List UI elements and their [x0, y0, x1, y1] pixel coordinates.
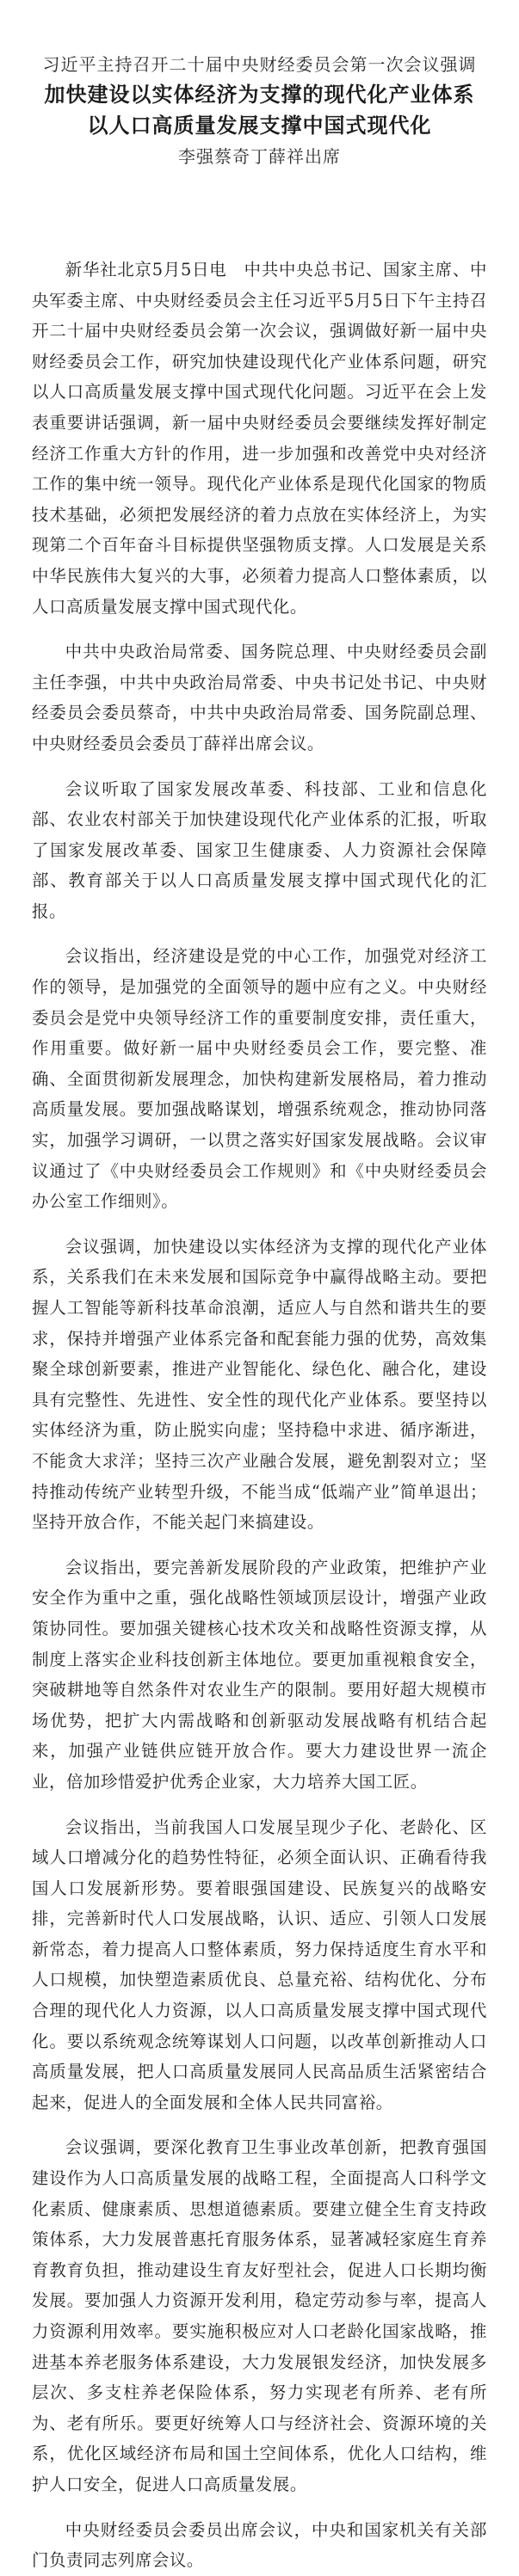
headline-line-1: 加快建设以实体经济为支撑的现代化产业体系	[44, 83, 475, 107]
article-body	[32, 255, 487, 2576]
paragraph-committee-work: 会议指出，经济建设是党的中心工作，加强党对经济工作的领导，是加强党的全面领导的题中应有之义。中央财经委员会是党中央领导经济工作的重要制度安排，责任重大，作用重要。做好新一届中央财经委员会工作，要完整、准确、全面贯彻新发展理念，加快构建新发展格局，着力推动高质量发展。要加强战略谋划，增强系统观念，推动协同落实，加强学习调研，一以贯之落实好国家发展战略。会议审议通过了《中央财经委员会工作规则》和《中央财经委员会办公室工作细则》。	[32, 946, 487, 1212]
paragraph-dateline: 新华社北京5月5日电 中共中央总书记、国家主席、中央军委主席、中央财经委员会主任习近平5月5日下午主持召开二十届中央财经委员会第一次会议，强调做好新一届中央财经委员会工作，研究加快建设现代化产业体系问题，研究以人口高质量发展支撑中国式现代化问题。习近平在会上发表重要讲话强调，新一届中央财经委员会要继续发挥好制定经济工作重大方针的作用，进一步加强和改善党中央对经济工作的集中统一领导。现代化产业体系是现代化国家的物质技术基础，必须把发展经济的着力点放在实体经济上，为实现第二个百年奋斗目标提供坚强物质支撑。人口发展是关系中华民族伟大复兴的大事，必须着力提高人口整体素质，以人口高质量发展支撑中国式现代化。	[32, 260, 487, 617]
paragraph-industrial-policy: 会议指出，要完善新发展阶段的产业政策，把维护产业安全作为重中之重，强化战略性领域顶层设计，增强产业政策协同性。要加强关键核心技术攻关和战略性资源支撑，从制度上落实企业科技创新主体地位。要更加重视粮食安全，突破耕地等自然条件对农业生产的限制。要用好超大规模市场优势，把扩大内需战略和创新驱动发展战略有机结合起来，加强产业链供应链开放合作。要大力建设世界一流企业，倍加珍惜爱护优秀企业家，大力培养大国工匠。	[32, 1557, 487, 1792]
paragraph-attendees: 中共中央政治局常委、国务院总理、中央财经委员会副主任李强，中共中央政治局常委、中央书记处书记、中央财经委员会委员蔡奇，中共中央政治局常委、国务院副总理、中央财经委员会委员丁薛祥出席会议。	[32, 642, 487, 753]
kicker-title: 习近平主持召开二十届中央财经委员会第一次会议强调	[42, 54, 477, 75]
paragraph-population-measures: 会议强调，要深化教育卫生事业改革创新，把教育强国建设作为人口高质量发展的战略工程，全面提高人口科学文化素质、健康素质、思想道德素质。要建立健全生育支持政策体系，大力发展普惠托育服务体系，显著减轻家庭生育养育教育负担，推动建设生育友好型社会，促进人口长期均衡发展。要加强人力资源开发利用，稳定劳动参与率，提高人力资源利用效率。要实施积极应对人口老龄化国家战略，推进基本养老服务体系建设，大力发展银发经济，加快发展多层次、多支柱养老保险体系，努力实现老有所养、老有所为、老有所乐。要更好统筹人口与经济社会、资源环境的关系，优化区域经济布局和国土空间体系，优化人口结构，维护人口安全，促进人口高质量发展。	[32, 2137, 487, 2494]
article-header	[32, 50, 487, 172]
paragraph-population-trend: 会议指出，当前我国人口发展呈现少子化、老龄化、区域人口增减分化的趋势性特征，必须全面认识、正确看待我国人口发展新形势。要着眼强国建设、民族复兴的战略安排，完善新时代人口发展战略，认识、适应、引领人口发展新常态，着力提高人口整体素质，努力保持适度生育水平和人口规模，加快塑造素质优良、总量充裕、结构优化、分布合理的现代化人力资源，以人口高质量发展支撑中国式现代化。要以系统观念统筹谋划人口问题，以改革创新推动人口高质量发展，把人口高质量发展同人民高品质生活紧密结合起来，促进人的全面发展和全体人民共同富裕。	[32, 1817, 487, 2112]
paragraph-closing: 中央财经委员会委员出席会议，中央和国家机关有关部门负责同志列席会议。	[32, 2519, 487, 2571]
paragraph-industrial-system: 会议强调，加快建设以实体经济为支撑的现代化产业体系，关系我们在未来发展和国际竞争中赢得战略主动。要把握人工智能等新科技革命浪潮，适应人与自然和谐共生的要求，保持并增强产业体系完备和配套能力强的优势，高效集聚全球创新要素，推进产业智能化、绿色化、融合化，建设具有完整性、先进性、安全性的现代化产业体系。要坚持以实体经济为重，防止脱实向虚；坚持稳中求进、循序渐进，不能贪大求洋；坚持三次产业融合发展，避免割裂对立；坚持推动传统产业转型升级，不能当成“低端产业”简单退出；坚持开放合作，不能关起门来搞建设。	[32, 1236, 487, 1533]
paragraph-reports: 会议听取了国家发展改革委、科技部、工业和信息化部、农业农村部关于加快建设现代化产业体系的汇报，听取了国家发展改革委、国家卫生健康委、人力资源社会保障部、教育部关于以人口高质量发展支撑中国式现代化的汇报。	[32, 778, 487, 921]
headline-line-2: 以人口高质量发展支撑中国式现代化	[87, 114, 432, 138]
attendees-subtitle: 李强蔡奇丁薛祥出席	[178, 146, 341, 167]
